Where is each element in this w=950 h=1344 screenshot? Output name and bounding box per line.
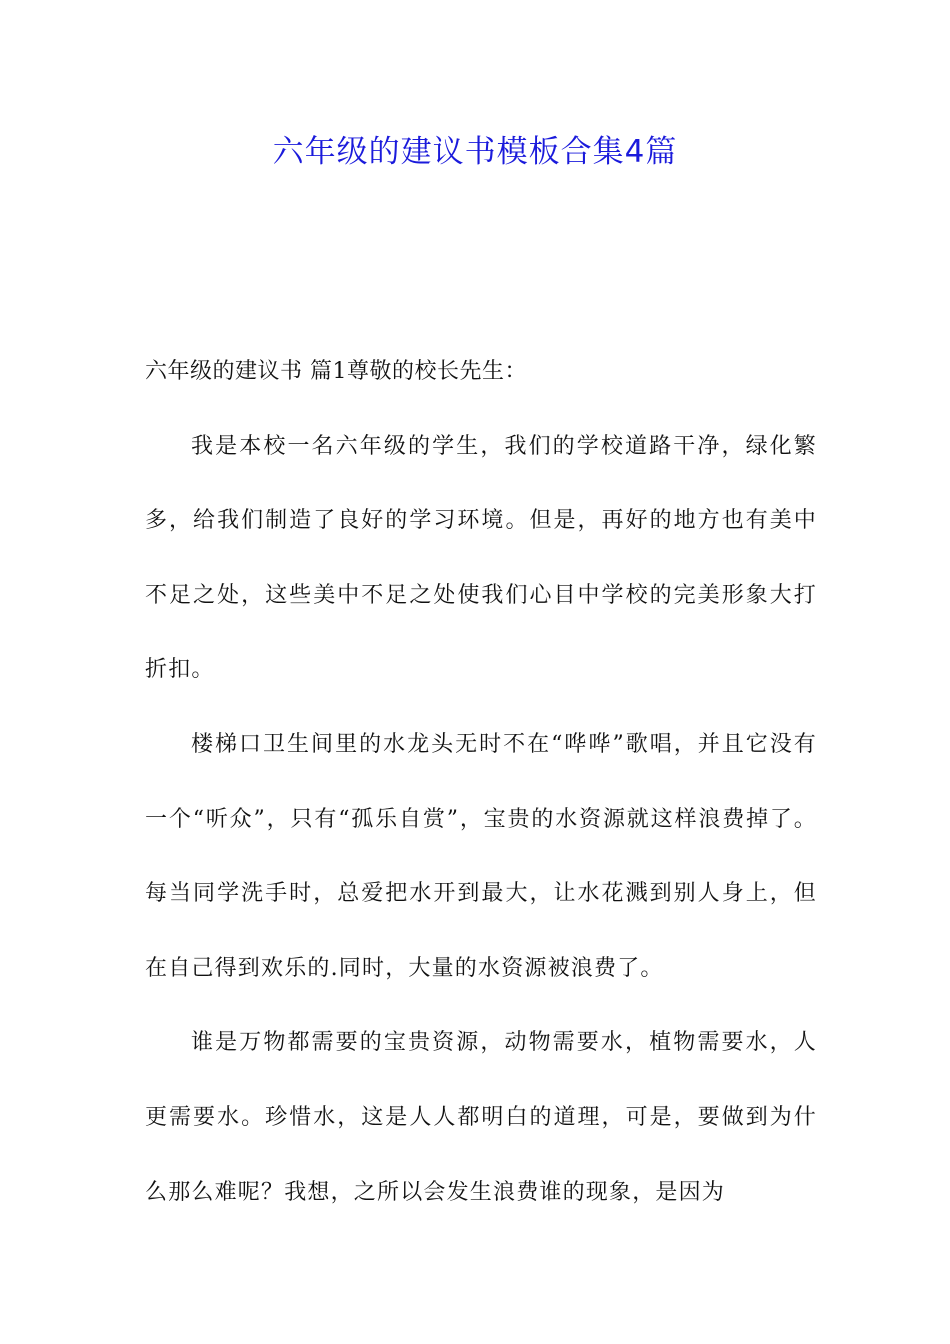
paragraph-3: 谁是万物都需要的宝贵资源，动物需要水，植物需要水，人更需要水。珍惜水，这是人人都明白的道理，可是，要做到为什么那么难呢？我想，之所以会发生浪费谁的现象，是因为: [145, 1030, 817, 1205]
paragraph-1: 我是本校一名六年级的学生，我们的学校道路干净，绿化繁多，给我们制造了良好的学习环境。但是，再好的地方也有美中不足之处，这些美中不足之处使我们心目中学校的完美形象大打折扣。: [145, 433, 817, 683]
document-title: 六年级的建议书模板合集4篇: [272, 134, 678, 170]
section-heading: 六年级的建议书 篇1尊敬的校长先生：: [145, 359, 527, 384]
paragraph-2: 楼梯口卫生间里的水龙头无时不在“哗哗”歌唱，并且它没有一个“听众”，只有“孤乐自赏”，宝贵的水资源就这样浪费掉了。每当同学洗手时，总爱把水开到最大，让水花溅到别人身上，但在自己得到欢乐的.同时，大量的水资源被浪费了。: [145, 731, 817, 981]
document-body: [145, 335, 817, 1230]
